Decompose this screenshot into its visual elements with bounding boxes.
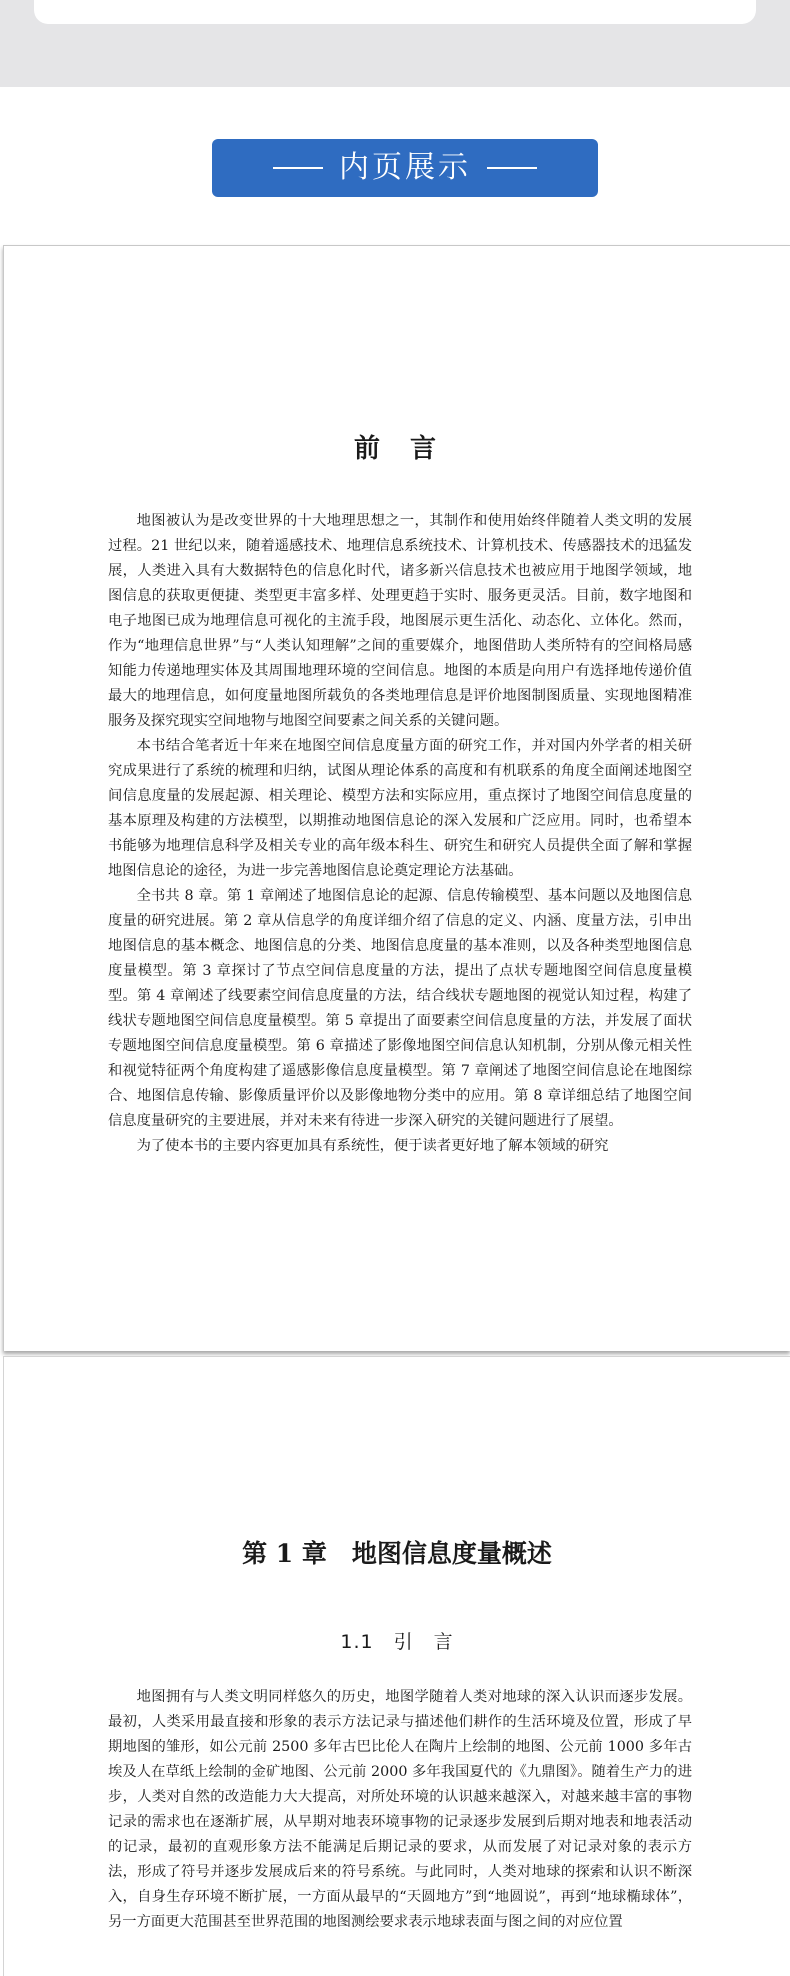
preface-paragraph: 为了使本书的主要内容更加具有系统性，便于读者更好地了解本领域的研究: [136, 1138, 609, 1154]
banner-right-dash: [487, 167, 537, 169]
section-title: 1.1 引 言: [340, 1631, 454, 1653]
top-gray-band: [0, 0, 790, 87]
banner-label: 内页展示: [339, 150, 471, 185]
chapter-body: [108, 1685, 692, 1935]
banner-left-dash: [273, 167, 323, 169]
section-banner: [212, 139, 598, 197]
preface-body: [108, 509, 692, 1159]
preface-title: 前 言: [353, 434, 441, 464]
page-chapter-1: [3, 1356, 790, 1976]
preface-paragraph: 全书共 8 章。第 1 章阐述了地图信息论的起源、信息传输模型、基本问题以及地图信息度量的研究进展。第 2 章从信息学的角度详细介绍了信息的定义、内涵、度量方法，引申出地图信息的基本概念、地图信息的分类、地图信息度量的基本准则，以及各种类型地图信息度量模型。第 3 章探讨了节点空间信息度量的方法，提出了点状专题地图空间信息度量模型。第 4 章阐述了线要素空间信息度量的方法，结合线状专题地图的视觉认知过程，构建了线状专题地图空间信息度量模型。第 5 章提出了面要素空间信息度量的方法，并发展了面状专题地图空间信息度量模型。第 6 章描述了影像地图空间信息认知机制，分别从像元相关性和视觉特征两个角度构建了遥感影像信息度量模型。第 7 章阐述了地图空间信息论在地图综合、地图信息传输、影像质量评价以及影像地物分类中的应用。第 8 章详细总结了地图空间信息度量研究的主要进展，并对未来有待进一步深入研究的关键问题进行了展望。: [108, 888, 692, 1129]
page-preface: [3, 245, 790, 1351]
chapter-paragraph: 地图拥有与人类文明同样悠久的历史，地图学随着人类对地球的深入认识而逐步发展。最初，人类采用最直接和形象的表示方法记录与描述他们耕作的生活环境及位置，形成了早期地图的雏形，如公元前 2500 多年古巴比伦人在陶片上绘制的地图、公元前 1000 多年古埃及人在草纸上绘制的金矿地图、公元前 2000 多年我国夏代的《九鼎图》。随着生产力的进步，人类对自然的改造能力大大提高，对所处环境的认识越来越深入，对越来越丰富的事物记录的需求也在逐渐扩展，从早期对地表环境事物的记录逐步发展到后期对地表和地表活动的记录，最初的直观形象方法不能满足后期记录的要求，从而发展了对记录对象的表示方法，形成了符号并逐步发展成后来的符号系统。与此同时，人类对地球的探索和认识不断深入，自身生存环境不断扩展，一方面从最早的“天圆地方”到“地圆说”，再到“地球椭球体”，另一方面更大范围甚至世界范围的地图测绘要求表示地球表面与图之间的对应位置: [108, 1689, 692, 1930]
top-card: [34, 0, 756, 24]
preface-paragraph: 地图被认为是改变世界的十大地理思想之一，其制作和使用始终伴随着人类文明的发展过程。21 世纪以来，随着遥感技术、地理信息系统技术、计算机技术、传感器技术的迅猛发展，人类进入具有大数据特色的信息化时代，诸多新兴信息技术也被应用于地图学领域，地图信息的获取更便捷、类型更丰富多样、处理更趋于实时、服务更灵活。目前，数字地图和电子地图已成为地理信息可视化的主流手段，地图展示更生活化、动态化、立体化。然而，作为“地理信息世界”与“人类认知理解”之间的重要媒介，地图借助人类所特有的空间格局感知能力传递地理实体及其周围地理环境的空间信息。地图的本质是向用户有选择地传递价值最大的地理信息，如何度量地图所载负的各类地理信息是评价地图制图质量、实现地图精准服务及探究现实空间地物与地图空间要素之间关系的关键问题。: [108, 513, 692, 729]
chapter-title: 第 1 章 地图信息度量概述: [242, 1539, 552, 1568]
preface-paragraph: 本书结合笔者近十年来在地图空间信息度量方面的研究工作，并对国内外学者的相关研究成果进行了系统的梳理和归纳，试图从理论体系的高度和有机联系的角度全面阐述地图空间信息度量的发展起源、相关理论、模型方法和实际应用，重点探讨了地图空间信息度量的基本原理及构建的方法模型，以期推动地图信息论的深入发展和广泛应用。同时，也希望本书能够为地理信息科学及相关专业的高年级本科生、研究生和研究人员提供全面了解和掌握地图信息论的途径，为进一步完善地图信息论奠定理论方法基础。: [108, 738, 692, 879]
